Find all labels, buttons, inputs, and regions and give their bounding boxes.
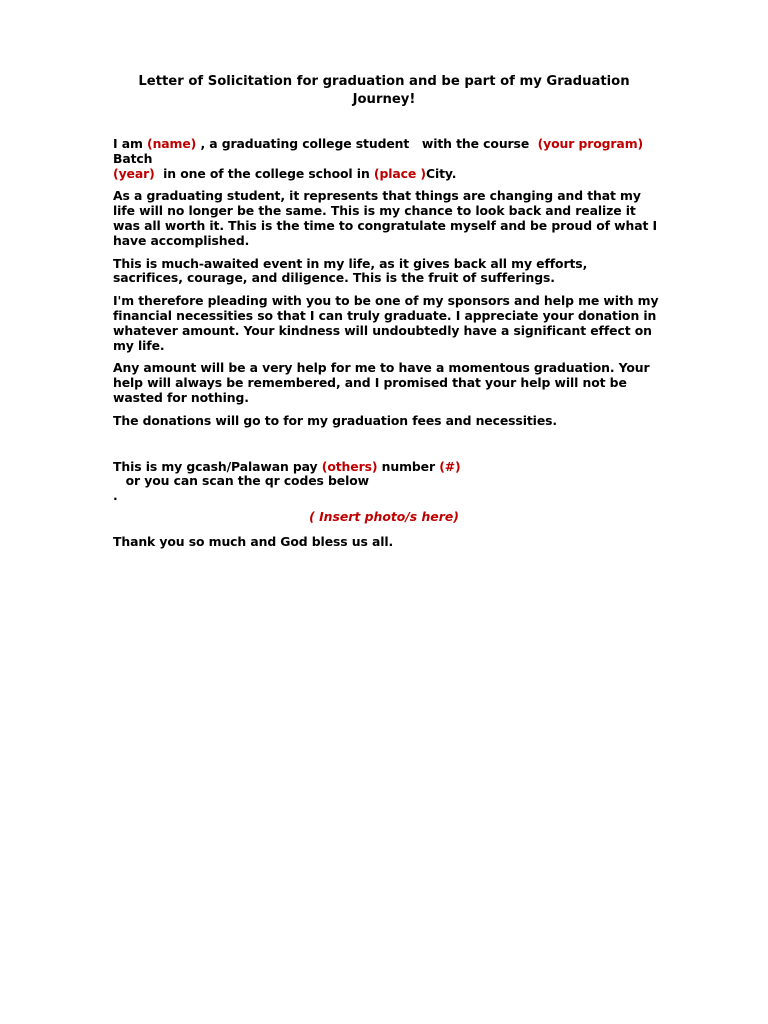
title-line-2: Journey! <box>352 92 416 107</box>
intro-paragraph <box>113 137 661 181</box>
paragraph-much-awaited: This is much-awaited event in my life, as it gives back all my efforts, sacrifices, courage, and diligence. This is the fruit of sufferings. <box>113 255 588 286</box>
intro-text-3: Batch <box>113 150 153 166</box>
payment-paragraph <box>113 460 661 504</box>
program-placeholder: (your program) <box>537 136 644 151</box>
intro-text-1: I am <box>113 136 148 151</box>
others-placeholder: (others) <box>321 458 378 474</box>
year-placeholder: (year) <box>113 165 155 181</box>
closing-line: Thank you so much and God bless us all. <box>113 533 394 549</box>
spacer <box>113 437 661 460</box>
intro-text-4: in one of the college school in <box>154 165 374 181</box>
title-line-1: Letter of Solicitation for graduation and be part of my Graduation <box>138 74 630 89</box>
payment-text-1: This is my gcash/Palawan pay <box>113 458 322 474</box>
paragraph-any-amount: Any amount will be a very help for me to have a momentous graduation. Your help will always be remembered, and I promised that your help will not be wasted for nothing. <box>113 360 650 405</box>
paragraph-pleading: I'm therefore pleading with you to be one of my sponsors and help me with my financial necessities so that I can truly graduate. I appreciate your donation in whatever amount. Your kindness will undoubtedly have a significant effect on my life. <box>113 293 659 353</box>
letter-title <box>130 73 638 109</box>
payment-text-3: or you can scan the qr codes below <box>113 473 370 489</box>
payment-text-4: . <box>113 488 118 504</box>
paragraph-donations: The donations will go to for my graduation fees and necessities. <box>113 412 558 428</box>
intro-text-2: , a graduating college student with the course <box>196 136 538 151</box>
place-placeholder: (place ) <box>373 165 426 181</box>
number-placeholder: (#) <box>439 458 461 474</box>
payment-text-2: number <box>377 458 440 474</box>
name-placeholder: (name) <box>147 136 197 151</box>
letter-body <box>113 137 661 558</box>
paragraph-graduating-student: As a graduating student, it represents that things are changing and that my life will no longer be the same. This is my chance to look back and realize it was all worth it. This is the time to congratulate myself and be proud of what I have accomplished. <box>113 188 658 248</box>
intro-text-5: City. <box>425 165 457 181</box>
insert-photo-placeholder: ( Insert photo/s here) <box>309 509 459 524</box>
